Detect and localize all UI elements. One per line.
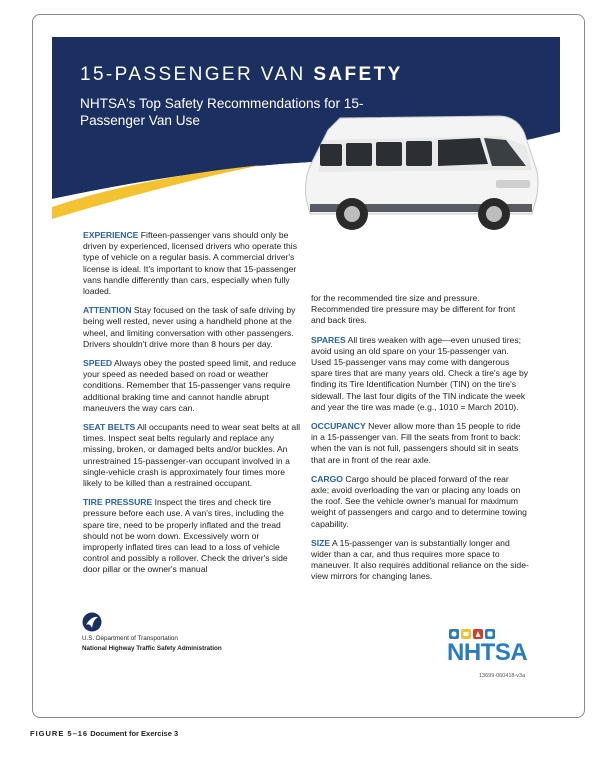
left-column (83, 230, 301, 584)
figure-number: FIGURE 5–16 (30, 729, 89, 738)
section-seat-belts: SEAT BELTS All occupants need to wear seat belts at all times. Inspect seat belts regularly and replace any missing, broken, or damaged belts and/or buckles. An unrestrained 15-passenger-van occupant involved in a single-vehicle crash is approximately four times more likely to be killed than a restrained occupant. (83, 422, 301, 489)
section-speed: SPEED Always obey the posted speed limit, and reduce your speed as needed based on road or weather conditions. Remember that 15-passenger vans require additional braking time and cannot handle abrupt maneuvers the way cars can. (83, 358, 297, 413)
section-cargo: CARGO Cargo should be placed forward of the rear axle; avoid overloading the van or placing any loads on the roof. See the vehicle owner's manual for maximum weight of passengers and cargo and to determine towing capability. (311, 473, 527, 529)
section-size: SIZE A 15-passenger van is substantially longer and wider than a car, and thus requires more space to maneuver. It also requires additional reliance on the side-view mirrors for changing lanes. (311, 537, 529, 582)
figure-description: Document for Exercise 3 (90, 729, 179, 738)
section-occupancy: OCCUPANCY Never allow more than 15 people to ride in a 15-passenger van. Fill the seats from front to back: when the van is not full, passengers should sit in seats that are in front of the rear axle. (311, 421, 521, 465)
figure-caption (30, 729, 178, 738)
section-attention: ATTENTION Stay focused on the task of safe driving by being well rested, never using a handheld phone at the wheel, and limiting conversation with other passengers. Drivers shouldn't drive more than 8 hours per day. (83, 305, 296, 349)
nhtsa-wordmark: NHTSA (447, 639, 528, 666)
dot-department-name: U.S. Department of Transportation (82, 635, 178, 642)
dot-agency-name: National Highway Traffic Safety Administration (82, 645, 222, 652)
section-tire-pressure: TIRE PRESSURE Inspect the tires and check tire pressure before each use. A van's tires, including the spare tire, need to be properly inflated and the tread should not be worn down. Excessively worn or improperly inflated tires can lead to a loss of vehicle control and possibly a rollover. Check the driver's side door pillar or the owner's manual (83, 497, 288, 575)
right-column (311, 293, 529, 591)
page-title: 15-PASSENGER VAN SAFETY (80, 64, 403, 85)
section-tire-continued: for the recommended tire size and pressure. Recommended tire pressure may be different for front and back tires. (311, 293, 516, 326)
section-experience: EXPERIENCE Fifteen-passenger vans should only be driven by experienced, licensed drivers who operate this type of vehicle on a regular basis. A commercial driver's license is ideal. It's important to know that 15-passenger vans handle differently than cars, especially when fully loaded. (83, 230, 298, 297)
dot-logo-icon (82, 612, 102, 632)
document-code: 13699-060418-v3a (479, 673, 526, 679)
page-subtitle: NHTSA's Top Safety Recommendations for 15-Passenger Van Use (80, 96, 364, 128)
van-image-icon (300, 110, 540, 240)
section-spares: SPARES All tires weaken with age—even unused tires; avoid using an old spare on your 15-passenger van. Used 15-passenger vans may come with dangerous spare tires that are many years old. Check a tire's age by finding its Tire Identification Number (TIN) on the tire's sidewall. The last four digits of the TIN indicate the week and year the tire was made (e.g., 1010 = March 2010). (311, 334, 529, 412)
dot-signature (82, 635, 222, 653)
